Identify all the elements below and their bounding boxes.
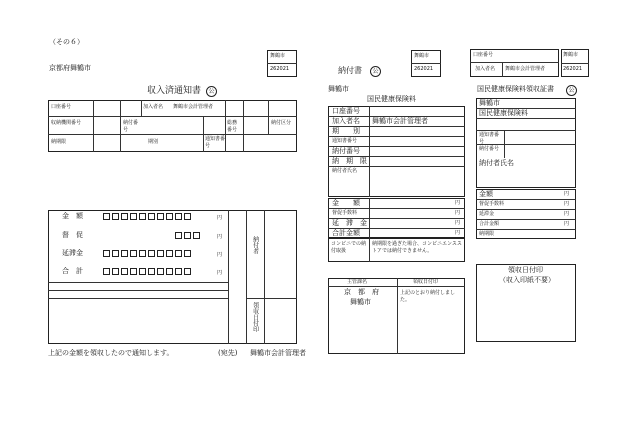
digit-box [175, 268, 182, 275]
term-label: 期別 [148, 139, 159, 145]
yen-unit: 円 [217, 234, 223, 240]
notice-no-label: 通知書番号 [205, 136, 226, 149]
digit-box [139, 213, 146, 220]
digit-box [184, 232, 191, 239]
payment-type-label: 納付区分 [271, 120, 292, 126]
nofu-city: 舞鶴市 [328, 85, 349, 93]
stub-city: 舞鶴市 [414, 53, 430, 59]
late-fee-label: 延 滞 金 [332, 219, 367, 227]
amount-table [48, 210, 297, 344]
receipt-stamp-vertical-label: 領収日付印 [251, 302, 259, 332]
addressee-label: (宛先) [218, 349, 238, 357]
payment-no-label: 納付番号 [332, 147, 360, 155]
digit-box [148, 250, 155, 257]
account-no-label: 口座番号 [332, 107, 360, 115]
institution-label: 収納機関番号 [51, 120, 82, 126]
amount-label: 金額 [479, 190, 493, 198]
late-fee-digit-boxes [103, 250, 193, 257]
digit-box [121, 250, 128, 257]
stub-code: 262021 [563, 66, 583, 72]
digit-box [121, 213, 128, 220]
digit-box [166, 250, 173, 257]
payer-value: 舞鶴市会計管理者 [505, 66, 546, 72]
yen-unit: 円 [564, 221, 570, 227]
digit-box [130, 250, 137, 257]
issuer-city: 京都府舞鶴市 [49, 64, 91, 72]
yen-unit: 円 [217, 270, 223, 276]
receipt-notice-title: 収入済通知書 [147, 86, 202, 96]
payer-label: 加入者名 [143, 104, 164, 110]
yen-unit: 円 [455, 200, 461, 206]
digit-box [121, 268, 128, 275]
yen-unit: 円 [455, 210, 461, 216]
yen-unit: 円 [564, 211, 570, 217]
receipt-city: 舞鶴市 [479, 99, 500, 107]
digit-box [184, 268, 191, 275]
total-label: 合計金額 [479, 221, 500, 227]
stub-code: 262021 [270, 66, 290, 72]
yen-unit: 円 [564, 191, 570, 197]
payer-label: 加入者名 [332, 117, 360, 125]
payer-value: 舞鶴市会計管理者 [173, 104, 214, 110]
receipt-title: 国民健康保険料領収証書 [477, 85, 554, 93]
receipt-stamp-note: （収入印紙不要） [499, 276, 555, 284]
late-fee-label: 延滞金 [479, 211, 495, 217]
digit-box [184, 213, 191, 220]
digit-box [103, 213, 110, 220]
notice-footer: 上記の金額を領収したので通知します。 [48, 349, 174, 357]
reminder-fee-label: 督 促 [62, 231, 83, 239]
digit-box [139, 250, 146, 257]
convenience-label: コンビニでの納付取扱 [331, 241, 367, 254]
nofusho-title: 納付書 [338, 66, 362, 75]
office-prefecture: 京 都 府 [344, 288, 379, 296]
digit-box [175, 232, 182, 239]
receipt-stamp-title: 領収日付印 [508, 266, 543, 274]
payment-no-label: 納付番号 [123, 120, 139, 133]
deadline-label: 納 期 限 [332, 157, 367, 165]
official-seal-icon: 公 [206, 86, 217, 97]
total-label: 合計金額 [332, 229, 360, 237]
payer-value: 舞鶴市会計管理者 [372, 117, 428, 125]
deadline-label: 納期限 [479, 231, 495, 237]
stamp-note: 上記のとおり納付しました。 [400, 290, 456, 303]
deadline-label: 納期限 [51, 139, 67, 145]
digit-box [193, 232, 200, 239]
digit-box [166, 268, 173, 275]
yen-unit: 円 [455, 230, 461, 236]
nofu-subject: 国民健康保険料 [367, 95, 416, 103]
yen-unit: 円 [564, 201, 570, 207]
official-seal-icon: 公 [370, 66, 381, 77]
digit-box [157, 268, 164, 275]
reminder-fee-label: 督促手数料 [479, 201, 505, 207]
yen-unit: 円 [455, 220, 461, 226]
stub-code: 262021 [414, 66, 434, 72]
form-label: （その６） [49, 38, 84, 46]
digit-box [175, 213, 182, 220]
payer-vertical-label: 納付者 [251, 236, 259, 254]
office-city: 舞鶴市 [350, 298, 371, 306]
payer-label: 加入者名 [475, 66, 496, 72]
notice-no-label: 通知書番号 [479, 132, 500, 145]
convenience-note: 納期限を過ぎた場合、コンビニエンスストアでは納付できません。 [372, 241, 462, 254]
notice-no-label: 通知書番号 [332, 138, 358, 144]
digit-box [175, 250, 182, 257]
digit-box [157, 213, 164, 220]
stub-city: 舞鶴市 [270, 53, 286, 59]
addressee-value: 舞鶴市会計管理者 [250, 349, 306, 357]
payment-no-label: 納付番号 [479, 146, 500, 152]
amount-label: 金 額 [332, 199, 360, 207]
digit-box [130, 268, 137, 275]
official-seal-icon: 公 [566, 85, 577, 96]
digit-box [184, 250, 191, 257]
digit-box [112, 213, 119, 220]
digit-box [130, 213, 137, 220]
total-label: 合 計 [62, 267, 83, 275]
general-no-label: 総務番号 [227, 120, 238, 133]
amount-label: 金 額 [62, 212, 83, 220]
digit-box [148, 213, 155, 220]
stamp-header: 領収日付印 [413, 279, 439, 285]
digit-box [103, 268, 110, 275]
stub-city: 舞鶴市 [563, 52, 579, 58]
office-header: 主管課名 [347, 279, 368, 285]
reminder-digit-boxes [175, 232, 202, 239]
digit-box [148, 268, 155, 275]
digit-box [157, 250, 164, 257]
digit-box [112, 250, 119, 257]
yen-unit: 円 [217, 215, 223, 221]
digit-box [166, 213, 173, 220]
late-fee-label: 延滞金 [62, 249, 83, 257]
account-no-label: 口座番号 [473, 52, 494, 58]
total-digit-boxes [103, 268, 193, 275]
digit-box [139, 268, 146, 275]
receipt-subject: 国民健康保険料 [479, 109, 528, 117]
digit-box [112, 268, 119, 275]
reminder-fee-label: 督促手数料 [332, 210, 358, 216]
account-no-label: 口座番号 [51, 104, 72, 110]
digit-box [103, 250, 110, 257]
payer-name-label: 納付者氏名 [332, 168, 358, 174]
payer-name-label: 納付者氏名 [479, 159, 514, 167]
amount-digit-boxes [103, 213, 193, 220]
yen-unit: 円 [217, 252, 223, 258]
term-label: 期 別 [332, 127, 360, 135]
